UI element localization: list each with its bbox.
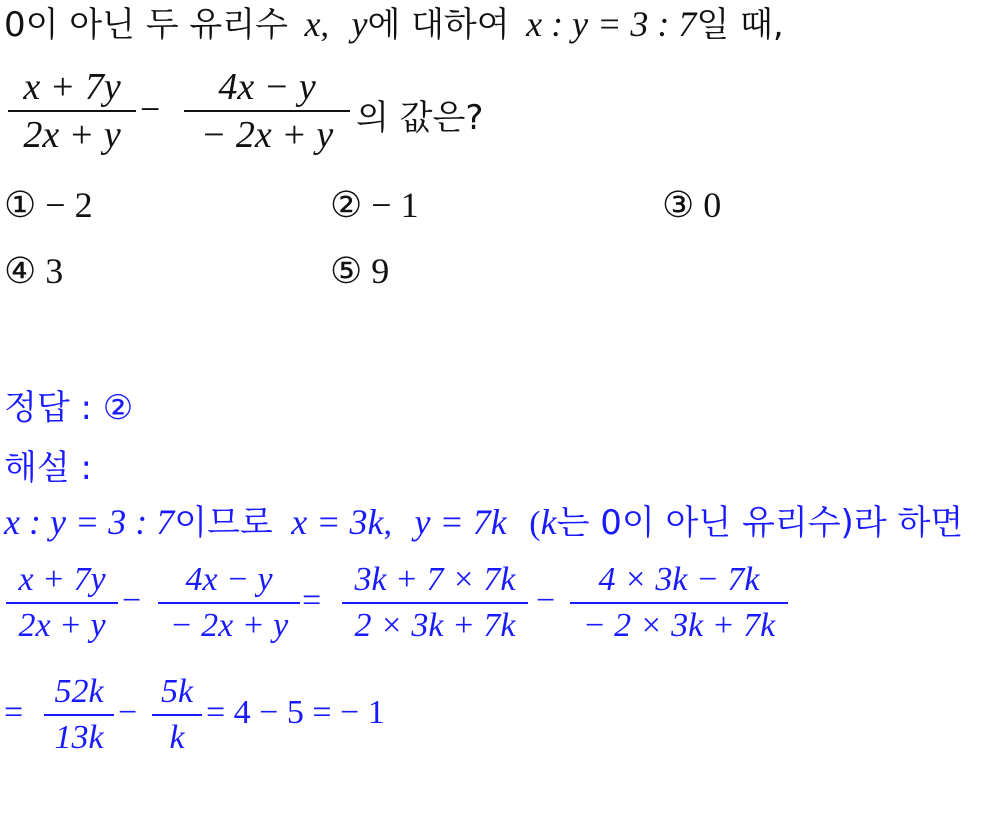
fraction-bar [570, 602, 788, 604]
variable-x: x [304, 4, 321, 44]
fraction-numerator: 5k [160, 673, 194, 710]
fraction-numerator: 52k [54, 673, 104, 710]
solution-fraction-5 [44, 672, 114, 758]
option-2[interactable]: ② − 1 [330, 185, 419, 225]
fraction-bar [342, 602, 528, 604]
ratio-expression: x : y = 3 : 7 [4, 502, 175, 542]
fraction-denominator: 2x + y [18, 607, 106, 644]
answer-line: 정답 : ② [4, 388, 134, 428]
fraction-denominator: 2x + y [23, 114, 121, 156]
solution-heading: 해설 : [4, 448, 92, 488]
minus-operator: − [536, 582, 556, 619]
fraction-numerator: 4x − y [185, 561, 273, 598]
fraction-numerator: x + 7y [23, 66, 121, 108]
fraction-bar [6, 602, 118, 604]
ratio-expression: x : y = 3 : 7 [526, 4, 697, 44]
solution-fraction-2 [158, 560, 300, 646]
solution-fraction-4 [570, 560, 788, 646]
fraction-numerator: 4x − y [218, 66, 316, 108]
fraction-bar [152, 714, 202, 716]
question-tail: 의 값은? [356, 98, 484, 138]
fraction-bar [44, 714, 114, 716]
equals-operator: = [4, 694, 24, 731]
variable-k: k [540, 502, 557, 542]
fraction-denominator: 13k [54, 719, 104, 756]
solution-text-1: 이므로 [174, 503, 273, 543]
equals-operator: = [302, 582, 322, 619]
solution-fraction-1 [6, 560, 118, 646]
solution-fraction-3 [342, 560, 528, 646]
comma: , [383, 505, 393, 542]
fraction-denominator: − 2x + y [169, 607, 289, 644]
fraction-numerator: x + 7y [18, 561, 106, 598]
option-1[interactable]: ① − 2 [4, 185, 93, 225]
comma: , [320, 7, 329, 44]
minus-operator: − [118, 694, 138, 731]
solution-line-1 [4, 500, 963, 546]
question-fraction-2 [184, 66, 350, 156]
fraction-denominator: k [169, 719, 185, 756]
question-line-1 [4, 2, 784, 48]
question-text-3: 일 때, [696, 5, 784, 45]
fraction-denominator: − 2 × 3k + 7k [582, 607, 776, 644]
option-4[interactable]: ④ 3 [4, 251, 64, 291]
variable-y: y [351, 4, 368, 44]
x-definition: x = 3k [291, 502, 384, 542]
minus-operator: − [122, 582, 142, 619]
option-3[interactable]: ③ 0 [662, 185, 722, 225]
fraction-denominator: − 2x + y [200, 114, 334, 156]
y-definition: y = 7k [414, 502, 507, 542]
fraction-denominator: 2 × 3k + 7k [354, 607, 516, 644]
fraction-numerator: 3k + 7 × 7k [354, 561, 516, 598]
minus-operator: − [140, 89, 161, 129]
solution-fraction-6 [152, 672, 202, 758]
fraction-bar [184, 110, 350, 112]
solution-text-2: 는 0이 아닌 유리수)라 하면 [556, 503, 964, 543]
question-text-1: 0이 아닌 두 유리수 [4, 5, 288, 45]
fraction-numerator: 4 × 3k − 7k [598, 561, 760, 598]
question-text-2: 에 대하여 [367, 5, 510, 45]
question-fraction-1 [8, 66, 136, 156]
fraction-bar [8, 110, 136, 112]
paren-open: ( [529, 505, 541, 542]
solution-result: = 4 − 5 = − 1 [206, 694, 385, 731]
fraction-bar [158, 602, 300, 604]
option-5[interactable]: ⑤ 9 [330, 251, 390, 291]
